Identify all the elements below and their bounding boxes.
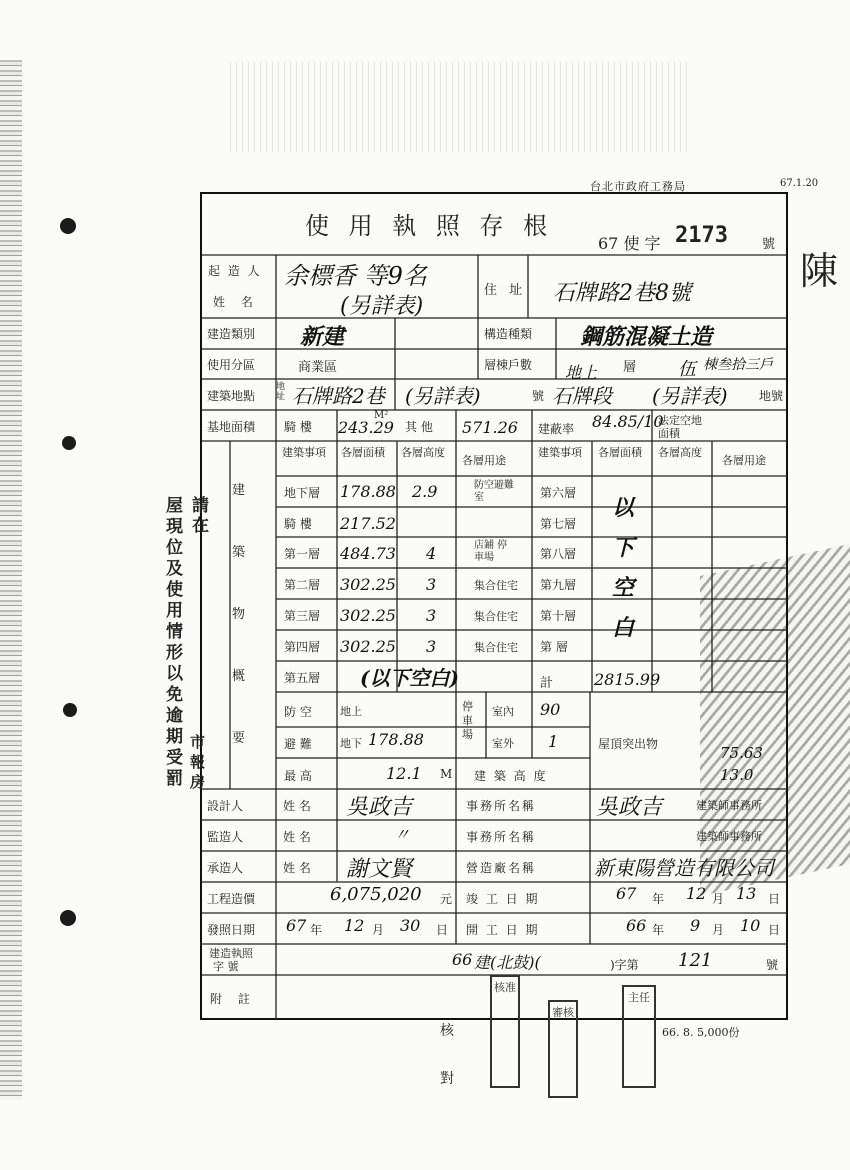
approval-stamp: 核准 — [490, 975, 520, 1088]
designer-office: 吳政吉 — [596, 795, 663, 820]
other-label: 其 他 — [405, 420, 433, 434]
day-label: 日 — [768, 892, 781, 906]
col-head: 建築事項 — [538, 446, 582, 459]
floor-row-right: 第七層 — [540, 517, 577, 531]
permit-suffix: )字第 — [610, 958, 639, 972]
contractor-firm-label: 營造廠名稱 — [466, 861, 537, 875]
designer-label: 設計人 — [207, 799, 244, 813]
structure-label: 構造種類 — [484, 327, 533, 341]
address-value: 石牌路2巷8號 — [553, 281, 691, 306]
applicant-name-label: 姓 名 — [213, 295, 259, 309]
building-summary-label: 建 築 物 概 要 — [232, 483, 246, 746]
top-stamp-text: 台北市政府工務局 — [590, 180, 686, 193]
chief-stamp: 主任 — [622, 985, 656, 1088]
unit-m2: M² — [374, 410, 389, 421]
floors-value: 伍 — [678, 359, 696, 380]
building-type-value: 新建 — [300, 324, 345, 350]
site-road-suffix: 號 — [532, 389, 545, 403]
site-road: 石牌路2巷 — [292, 384, 385, 408]
start-month: 9 — [690, 916, 701, 935]
issue-day: 30 — [400, 916, 421, 935]
designer-office-label: 事務所名稱 — [466, 799, 537, 813]
zoning-value: 商業區 — [298, 360, 338, 375]
other-value: 571.26 — [462, 418, 518, 437]
col-head: 各層用途 — [462, 454, 506, 467]
check-label: 核 — [440, 1023, 454, 1039]
col-head: 各層高度 — [401, 446, 445, 459]
height-unit: M — [440, 767, 453, 781]
review-stamp: 審核 — [548, 1000, 578, 1098]
floor-row-right: 第 層 — [540, 640, 568, 654]
construction-permit-number-label: 字 號 — [213, 960, 239, 973]
floors-label: 層棟戶數 — [484, 358, 533, 372]
construction-permit-label: 建造執照 — [209, 947, 253, 960]
roof-value: 75.63 — [720, 744, 763, 762]
floors-unit: 層 — [623, 360, 637, 375]
building-type-label: 建造類別 — [207, 327, 256, 341]
structure-value: 鋼筋混凝土造 — [580, 324, 713, 350]
supervisor-name: 〃 — [394, 825, 411, 844]
permit-number-suffix: 號 — [762, 237, 776, 252]
finish-year: 67 — [616, 884, 637, 903]
cost-unit: 元 — [440, 892, 453, 906]
building-height-value: 13.0 — [720, 766, 754, 784]
contractor-name: 謝文賢 — [346, 857, 413, 882]
month-label: 月 — [372, 923, 385, 937]
site-road-prefix: 地址 — [276, 382, 286, 402]
top-stamp-code: 67.1.20 — [780, 178, 819, 189]
arcade-value: 243.29 — [338, 418, 394, 437]
address-label: 住 址 — [484, 283, 527, 298]
coverage-label: 建蔽率 — [538, 422, 575, 436]
floor-row-right: 第八層 — [540, 547, 577, 561]
applicant-name: 余標香 等9名 — [284, 262, 427, 290]
arcade-label: 騎 樓 — [284, 420, 312, 434]
indoor-label: 室內 — [492, 705, 514, 718]
supervisor-office-suffix: 建築師事務所 — [696, 830, 762, 843]
cost-label: 工程造價 — [207, 892, 256, 906]
floor-row-right: 第十層 — [540, 609, 577, 623]
finish-day: 13 — [736, 884, 757, 903]
permit-end: 號 — [766, 958, 779, 972]
site-section: 石牌段 — [552, 384, 612, 408]
col-head: 各層用途 — [722, 454, 766, 467]
supervisor-label: 監造人 — [207, 830, 244, 844]
issue-year: 67 — [286, 916, 307, 935]
start-year: 66 — [626, 916, 647, 935]
issue-date-label: 發照日期 — [207, 923, 256, 937]
designer-name-label: 姓 名 — [283, 799, 311, 813]
finish-month: 12 — [686, 884, 707, 903]
blank-below-note: (以下空白) — [360, 666, 459, 690]
permit-number-prefix: 67 使 字 — [598, 234, 661, 253]
right-blank-note: 以下空白 — [612, 495, 635, 641]
designer-office-suffix: 建築師事務所 — [696, 799, 762, 812]
roof-label: 屋頂突出物 — [598, 737, 659, 751]
indoor-value: 90 — [540, 700, 561, 719]
print-run: 66. 8. 5,000份 — [662, 1026, 740, 1039]
units-value: 棟叁拾三戶 — [703, 357, 773, 373]
year-label: 年 — [652, 892, 665, 906]
contractor-name-label: 姓 名 — [283, 861, 311, 875]
cost-value: 6,075,020 — [330, 884, 422, 905]
col-head: 各層面積 — [341, 446, 385, 459]
outdoor-value: 1 — [548, 732, 559, 751]
site-label: 建築地點 — [207, 389, 256, 403]
floor-row-right: 第六層 — [540, 486, 577, 500]
start-date-label: 開 工 日 期 — [466, 923, 540, 937]
finish-date-label: 竣 工 日 期 — [466, 892, 540, 906]
height-label: 最 高 — [284, 769, 312, 783]
below-ground-value: 178.88 — [368, 730, 424, 749]
side-note-right-text: 市 報 房 — [190, 733, 206, 791]
building-height-label: 建 築 高 度 — [474, 769, 548, 783]
remarks-label: 附 註 — [210, 992, 256, 1006]
floor-row-right: 第九層 — [540, 578, 577, 592]
day-label: 日 — [768, 923, 781, 937]
total-value: 2815.99 — [594, 670, 661, 689]
above-ground-label: 地上 — [340, 705, 362, 718]
outdoor-label: 室外 — [492, 737, 514, 750]
issue-month: 12 — [344, 916, 365, 935]
permit-year: 66 — [452, 950, 473, 969]
start-day: 10 — [740, 916, 761, 935]
month-label: 月 — [712, 923, 725, 937]
air-defense-label: 防 空 — [284, 705, 312, 719]
supervisor-name-label: 姓 名 — [283, 830, 311, 844]
total-label: 計 — [540, 676, 554, 691]
col-head: 各層面積 — [598, 446, 642, 459]
permit-number: 2173 — [675, 223, 728, 248]
site-section-suffix: 地號 — [759, 389, 784, 403]
seal-label: 對 — [440, 1071, 454, 1087]
contractor-firm: 新東陽營造有限公司 — [594, 856, 774, 880]
parking-label: 停車場 — [462, 700, 473, 741]
right-margin-char: 陳 — [800, 249, 839, 293]
applicant-label: 起 造 人 — [208, 264, 262, 278]
supervisor-office-label: 事務所名稱 — [466, 830, 537, 844]
site-road-note: (另詳表) — [405, 384, 481, 408]
applicant-note: (另詳表) — [340, 294, 424, 319]
height-value: 12.1 — [386, 764, 422, 783]
coverage-value: 84.85/10 — [592, 412, 664, 431]
col-head: 建築事項 — [282, 446, 326, 459]
base-area-label: 基地面積 — [207, 420, 256, 434]
form-title: 使 用 執 照 存 根 — [305, 212, 554, 240]
side-note-col1: 請在 — [192, 496, 209, 536]
side-note-col2: 屋 現 位 及 使 用 情 形 以 免 逾 期 受 罰 — [166, 496, 183, 789]
open-space-label: 法定空地面積 — [658, 414, 702, 440]
permit-prefix: 建(北鼓)( — [474, 953, 541, 972]
col-head: 各層高度 — [658, 446, 702, 459]
evacuation-label: 避 難 — [284, 737, 312, 751]
day-label: 日 — [436, 923, 449, 937]
site-section-note: (另詳表) — [652, 384, 728, 408]
month-label: 月 — [712, 892, 725, 906]
below-ground-label: 地下 — [340, 737, 362, 750]
zoning-label: 使用分區 — [207, 358, 256, 372]
designer-name: 吳政吉 — [346, 795, 413, 820]
floors-prefix: 地上 — [565, 363, 598, 382]
permit-number-value: 121 — [678, 950, 713, 971]
year-label: 年 — [652, 923, 665, 937]
year-label: 年 — [310, 923, 323, 937]
contractor-label: 承造人 — [207, 861, 244, 875]
